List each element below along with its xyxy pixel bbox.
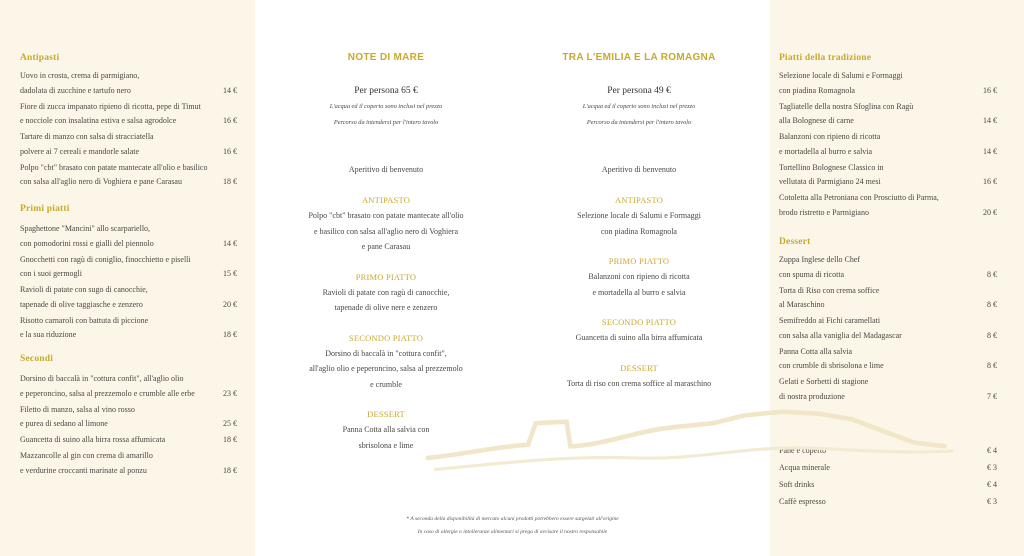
course-dish: Polpo "cbt" brasato con patate mantecate all'olio (308, 211, 464, 220)
dish-price: 20 € (983, 207, 997, 217)
menu-note: Percorso da intendersi per l'intero tavolo (586, 119, 692, 126)
dish-description: Dorsino di baccalà in "cottura confit", all'aglio olio (20, 374, 184, 383)
dish-description: Ravioli di patate con sugo di canocchie, (20, 285, 148, 294)
menu-note: L'acqua ed il coperto sono inclusi nel prezzo (329, 103, 443, 110)
dish-price: 18 € (223, 177, 237, 186)
dish-description: al Maraschino (779, 300, 825, 309)
course-heading: ANTIPASTO (614, 195, 664, 205)
extra-label: Acqua minerale (779, 463, 830, 472)
extra-label: Pane e coperto (779, 446, 827, 455)
dish-price: 8 € (987, 300, 997, 309)
dish-price: 18 € (223, 435, 237, 444)
menu-item (779, 69, 997, 98)
dish-description: tapenade di olive taggiasche e zenzero (20, 299, 143, 309)
dish-description: e verdurine croccanti marinate al ponzu (20, 465, 147, 475)
course-dish: all'aglio olio e peperoncino, salsa al prezzemolo (309, 364, 463, 373)
course-dish: Balanzoni con ripieno di ricotta (588, 272, 690, 281)
menu-item (20, 403, 237, 432)
welcome-aperitif: Aperitivo di benvenuto (601, 165, 677, 174)
menu-item (20, 283, 237, 312)
extra-price: € 4 (987, 480, 997, 489)
course-dish: Ravioli di patate con ragù di canocchie, (322, 287, 450, 297)
extra-price: € 3 (987, 463, 997, 472)
dish-price: 16 € (223, 146, 237, 156)
extra-item (779, 493, 997, 510)
course-dish: sbrisolona e lime (358, 440, 414, 450)
menu-item (779, 253, 997, 282)
menu-list (779, 69, 997, 222)
course-heading: SECONDO PIATTO (348, 332, 424, 343)
dish-description: alla Bolognese di carne (779, 116, 854, 125)
dish-description: con i suoi germogli (20, 269, 82, 278)
section-heading: Secondi (20, 354, 54, 364)
price-per-person: Per persona 49 € (607, 86, 671, 96)
dish-price: 16 € (983, 85, 997, 95)
course-dish: e mortadella al burro e salvia (592, 287, 686, 297)
castle-sketch-illustration (420, 400, 960, 485)
dish-description: Zuppa Inglese dello Chef (779, 255, 861, 264)
left-panel (0, 0, 255, 556)
course-heading: DESSERT (620, 362, 658, 373)
dish-description: Balanzoni con ripieno di ricotta (779, 132, 881, 141)
menu-list (20, 372, 237, 480)
dish-description: Gelati e Sorbetti di stagione (779, 377, 869, 386)
dish-description: Selezione locale di Salumi e Formaggi (779, 71, 903, 80)
menu-item (20, 433, 237, 448)
extra-label: Soft drinks (779, 480, 815, 489)
course-dish: tapenade di olive nere e zenzero (334, 303, 438, 312)
dish-description: polvere ai 7 cereali e mandorle salate (20, 146, 140, 156)
dish-price: 14 € (983, 116, 997, 125)
dish-description: Risotto carnaroli con battuta di piccione (20, 315, 149, 325)
menu-note: Percorso da intendersi per l'intero tavolo (333, 119, 439, 126)
menu-item (779, 345, 997, 374)
dish-description: e nocciole con insalatina estiva e salsa agrodolce (20, 116, 177, 125)
section-heading: Primi piatti (20, 204, 70, 214)
dish-description: Panna Cotta alla salvia (779, 346, 853, 356)
dish-description: di nostra produzione (779, 391, 845, 401)
course-dish: Panna Cotta alla salvia con (342, 425, 430, 434)
course-heading: ANTIPASTO (361, 195, 411, 205)
course-dish: Guancetta di suino alla birra affumicata (575, 333, 703, 342)
course-dish: e basilico con salsa all'aglio nero di Voghiera (314, 226, 458, 236)
menu-item (20, 253, 237, 282)
menu-item (20, 314, 237, 343)
dish-description: e la sua riduzione (20, 330, 77, 339)
dish-description: e mortadella al burro e salvia (779, 146, 873, 156)
dish-price: 14 € (983, 146, 997, 156)
dish-description: Cotoletta alla Petroniana con Prosciutto di Parma, (779, 193, 939, 202)
extra-price: € 4 (987, 446, 997, 455)
dish-price: 16 € (983, 177, 997, 186)
dish-description: Mazzancolle al gin con crema di amarillo (20, 451, 153, 460)
dish-price: 8 € (987, 330, 997, 340)
course-dish: e pane Carasau (361, 242, 411, 251)
dish-description: Semifreddo ai Fichi caramellati (779, 316, 881, 325)
course-dish: e crumble (370, 379, 402, 389)
tasting-menu-title: TRA L'EMILIA E LA ROMAGNA (562, 52, 716, 63)
dish-description: Spaghettone "Mancini" allo scarpariello, (20, 224, 151, 233)
dish-description: Gnocchetti con ragù di coniglio, finocchietto e piselli (20, 254, 191, 264)
dish-description: Torta di Riso con crema soffice (779, 285, 880, 295)
menu-item (20, 222, 237, 251)
dish-price: 18 € (223, 330, 237, 339)
course-dish: con piadina Romagnola (601, 226, 677, 236)
footnote-frozen: * A seconda della disponibilità di mercato alcuni prodotti potrebbero essere surgelati all'origine (406, 516, 619, 522)
menu-list (20, 222, 237, 344)
dish-description: Fiore di zucca impanato ripieno di ricotta, pepe di Timut (20, 101, 201, 111)
menu-note: L'acqua ed il coperto sono inclusi nel prezzo (582, 103, 696, 110)
menu-item (20, 161, 237, 190)
welcome-aperitif: Aperitivo di benvenuto (348, 165, 424, 174)
dish-description: e peperoncino, salsa al prezzemolo e crumble alle erbe (20, 388, 195, 398)
dish-description: vellutata di Parmigiano 24 mesi (779, 177, 881, 186)
menu-item (20, 100, 237, 129)
tasting-menu-title: NOTE DI MARE (347, 52, 425, 63)
dish-description: con salsa alla vaniglia del Madagascar (779, 330, 902, 340)
price-per-person: Per persona 65 € (354, 86, 418, 96)
footnote-allergies: In caso di allergie o intolleranze alimentari si prega di avvisare il nostro responsabile (417, 529, 608, 535)
dish-price: 25 € (223, 419, 237, 428)
tasting-menu (514, 52, 764, 391)
dish-description: Guancetta di suino alla birra rossa affumicata (20, 435, 166, 444)
dish-price: 8 € (987, 361, 997, 370)
section-heading: Piatti della tradizione (779, 53, 872, 63)
dish-description: e purea di sedano al limone (20, 419, 108, 428)
menu-item (20, 130, 237, 159)
footnotes (255, 513, 770, 539)
menu-item (779, 100, 997, 129)
dish-description: con salsa all'aglio nero di Voghiera e pane Carasau (20, 177, 182, 186)
menu-item (779, 314, 997, 343)
menu-item (20, 69, 237, 98)
menu-item (20, 372, 237, 401)
dish-price: 16 € (223, 116, 237, 125)
dish-price: 18 € (223, 465, 237, 475)
menu-item (779, 130, 997, 159)
dish-description: brodo ristretto e Parmigiano (779, 207, 869, 217)
course-heading: PRIMO PIATTO (355, 271, 417, 282)
course-dish: Dorsino di baccalà in "cottura confit", (325, 348, 447, 358)
course-heading: DESSERT (367, 409, 405, 419)
menu-item (779, 284, 997, 313)
menu-item (20, 449, 237, 478)
dish-price: 8 € (987, 269, 997, 279)
dish-price: 14 € (223, 238, 237, 248)
dish-price: 15 € (223, 269, 237, 278)
dish-price: 20 € (223, 299, 237, 309)
course-dish: Selezione locale di Salumi e Formaggi (577, 211, 701, 220)
course-heading: SECONDO PIATTO (601, 317, 677, 327)
menu-list (779, 253, 997, 406)
dish-description: con spuma di ricotta (779, 269, 845, 279)
extra-price: € 3 (987, 497, 997, 506)
dish-description: Tagliatelle della nostra Sfoglina con Ragù (779, 101, 914, 111)
section-heading: Dessert (779, 237, 811, 247)
menu-list (20, 69, 237, 191)
dish-description: dadolata di zucchine e tartufo nero (20, 85, 131, 95)
menu-item (779, 191, 997, 220)
dish-description: Uovo in crosta, crema di parmigiano, (20, 71, 140, 80)
section-heading: Antipasti (20, 53, 60, 63)
dish-price: 14 € (223, 85, 237, 95)
dish-description: Filetto di manzo, salsa al vino rosso (20, 404, 135, 414)
dish-description: Tortellino Bolognese Classico in (779, 162, 884, 172)
dish-description: Tartare di manzo con salsa di stracciatella (20, 132, 154, 141)
course-heading: PRIMO PIATTO (608, 256, 670, 266)
dish-description: con pomodorini rossi e gialli del piennolo (20, 238, 154, 248)
dish-description: con crumble di sbrisolona e lime (779, 361, 884, 370)
extra-label: Caffè espresso (779, 497, 826, 506)
dish-description: con piadina Romagnola (779, 85, 855, 95)
tasting-menu (261, 52, 511, 453)
course-dish: Torta di riso con crema soffice al maraschino (566, 378, 712, 388)
dish-price: 7 € (987, 391, 997, 401)
dish-description: Polpo "cbt" brasato con patate mantecate all'olio e basilico (20, 162, 208, 172)
menu-item (779, 161, 997, 190)
dish-price: 23 € (223, 388, 237, 398)
